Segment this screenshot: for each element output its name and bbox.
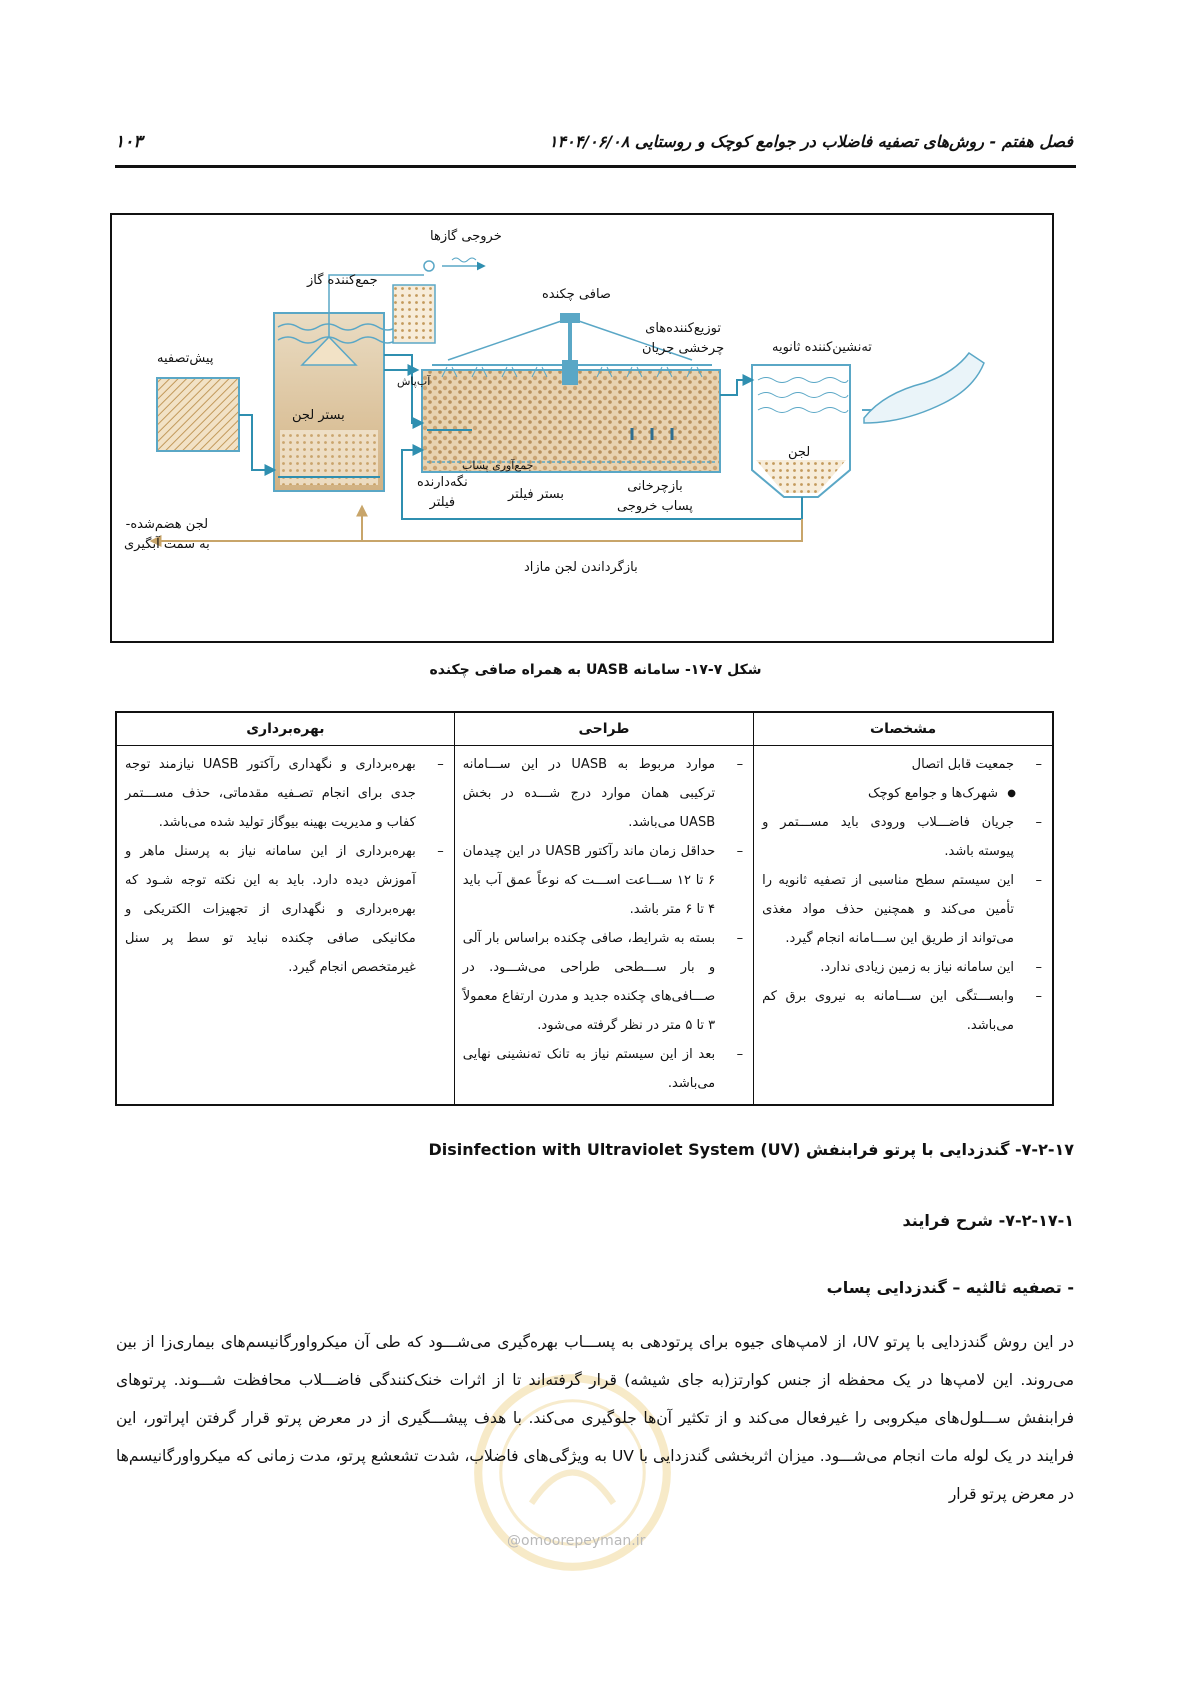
label-filter-holder: نگه‌دارنده فیلتر xyxy=(417,475,468,510)
table-header-row xyxy=(116,712,1053,746)
section-heading: ۷-۲-۱۷- گندزدایی با پرتو فرابنفش (Disinfection with Ultraviolet System (UV xyxy=(428,1140,1074,1159)
header-spec: مشخصات xyxy=(754,712,1053,746)
list-item: – موارد مربوط به UASB در این ســـامانه ترکیبی همان موارد درج شـــده در بخش UASB می‌باشد. xyxy=(463,750,745,837)
label-secondary-clarifier: ته‌نشین‌کننده ثانویه xyxy=(772,340,872,355)
label-filter-bed: بستر فیلتر xyxy=(508,487,564,502)
label-gas-outlet: خروجی گازها xyxy=(430,229,502,244)
label-digested-sludge: لجن هضم‌شده- به سمت آبگیری xyxy=(124,517,210,552)
label-return-sludge: بازگرداندن لجن مازاد xyxy=(524,560,638,575)
label-trickling-filter: صافی چکنده xyxy=(542,287,611,302)
design-cell xyxy=(454,746,753,1106)
gas-gauge-icon xyxy=(424,261,434,271)
spec-cell xyxy=(754,746,1053,1106)
label-distributors: توزیع‌کننده‌های چرخشی جریان xyxy=(642,321,725,356)
list-item: ● شهرک‌ها و جوامع کوچک xyxy=(762,779,1044,808)
label-sprinkler: آب‌پاش xyxy=(397,375,431,388)
running-header-title: فصل هفتم - روش‌های تصفیه فاضلاب در جوامع کوچک و روستایی ۱۴۰۴/۰۶/۰۸ xyxy=(548,132,1073,151)
uasb-reactor xyxy=(274,313,396,491)
list-item: – بعد از این سیستم نیاز به تانک ته‌نشینی نهایی می‌باشد. xyxy=(463,1040,745,1098)
label-effluent-recirculation: بازچرخانی پساب خروجی xyxy=(617,479,693,514)
list-item: – حداقل زمان ماند رآکتور UASB در این چیدمان ۶ تا ۱۲ ســـاعت اســـت که نوعاً عمق آب باید ۴ تا ۶ متر باشد. xyxy=(463,837,745,924)
header-rule xyxy=(115,165,1076,168)
table-row xyxy=(116,746,1053,1106)
comparison-table xyxy=(115,711,1054,1106)
page-number: ۱۰۳ xyxy=(115,132,143,152)
outlet-stream xyxy=(864,353,984,423)
figure-caption: شکل ۷-۱۷- سامانه UASB به همراه صافی چکنده xyxy=(429,662,762,678)
uasb-figure xyxy=(110,213,1054,643)
list-item: – جمعیت قابل اتصال xyxy=(762,750,1044,779)
label-pretreatment: پیش‌تصفیه xyxy=(157,351,214,366)
label-effluent-collection: جمع‌آوری پساب xyxy=(462,459,534,472)
header-operation: بهره‌برداری xyxy=(116,712,454,746)
process-diagram xyxy=(112,215,1056,645)
pretreatment-unit xyxy=(157,378,239,451)
operation-cell xyxy=(116,746,454,1106)
gas-collector-tank xyxy=(393,285,435,343)
list-item: – جریان فاضـــلاب ورودی باید مســـتمر و پیوسته باشد. xyxy=(762,808,1044,866)
label-gas-collector: جمع‌کننده گاز xyxy=(307,273,378,288)
list-item: – بهره‌برداری از این سامانه نیاز به پرسنل ماهر و آموزش دیده دارد. باید به این نکته توجه شـود که بهره‌برداری و نگهداری از تجهیزات الکتریکی و مکانیکی صافی چکنده نباید تو سط پر سنل غیرمتخصص انجام گیرد. xyxy=(125,837,446,982)
list-item: – این سامانه نیاز به زمین زیادی ندارد. xyxy=(762,953,1044,982)
list-item: – این سیستم سطح مناسبی از تصفیه ثانویه را تأمین می‌کند و همچنین حذف مواد مغذی می‌تواند از طریق این ســـامانه انجام گیرد. xyxy=(762,866,1044,953)
header-design: طراحی xyxy=(454,712,753,746)
list-item: – بسته به شرایط، صافی چکنده براساس بار آلی و بار ســـطحی طراحی می‌شـــود. در صـــافی‌های چکنده جدید و مدرن ارتفاع معمولاً ۳ تا ۵ متر در نظر گرفته می‌شود. xyxy=(463,924,745,1040)
watermark-url: @omoorepeyman.ir xyxy=(507,1533,646,1549)
label-sludge-bed: بستر لجن xyxy=(292,408,345,423)
list-item: – بهره‌برداری و نگهداری رآکتور UASB نیازمند توجه جدی برای انجام تصـفیه مقدماتی، حذف مســـتمر کفاب و مدیریت بهینه بیوگاز تولید شده می‌باشد. xyxy=(125,750,446,837)
item-heading: - تصفیه ثالثیه – گندزدایی پساب xyxy=(826,1278,1074,1297)
body-paragraph: در این روش گندزدایی با پرتو UV، از لامپ‌های جیوه برای پرتودهی به پســـاب بهره‌گیری می‌شـــود که طی آن میکرواورگانیسم‌های بیماری‌زا از بین می‌روند. این لامپ‌ها در یک محفظه از جنس کوارتز(به جای شیشه) قرار گرفته‌اند تا از اثرات خنک‌کنندگی فاضـــلاب محافظت شـــوند. پرتوهای فرابنفش ســـلول‌های میکروبی را غیرفعال می‌کند و از تکثیر آن‌ها جلوگیری می‌کند. با هدف پیشـــگیری از در معرض پرتو قرار گرفتن اپراتور، این فرایند در یک لوله مات انجام می‌شـــود. میزان اثربخشی گندزدایی با UV به ویژگی‌های فاضلاب، شدت تشعشع پرتو، مدت زمانی که میکرواورگانیسم‌ها در معرض پرتو قرار xyxy=(116,1333,1074,1503)
secondary-clarifier xyxy=(752,365,850,497)
label-sludge: لجن xyxy=(788,445,811,460)
subsection-heading: ۷-۲-۱۷-۱- شرح فرایند xyxy=(902,1211,1074,1230)
list-item: – وابســـتگی این ســـامانه به نیروی برق کم می‌باشد. xyxy=(762,982,1044,1040)
